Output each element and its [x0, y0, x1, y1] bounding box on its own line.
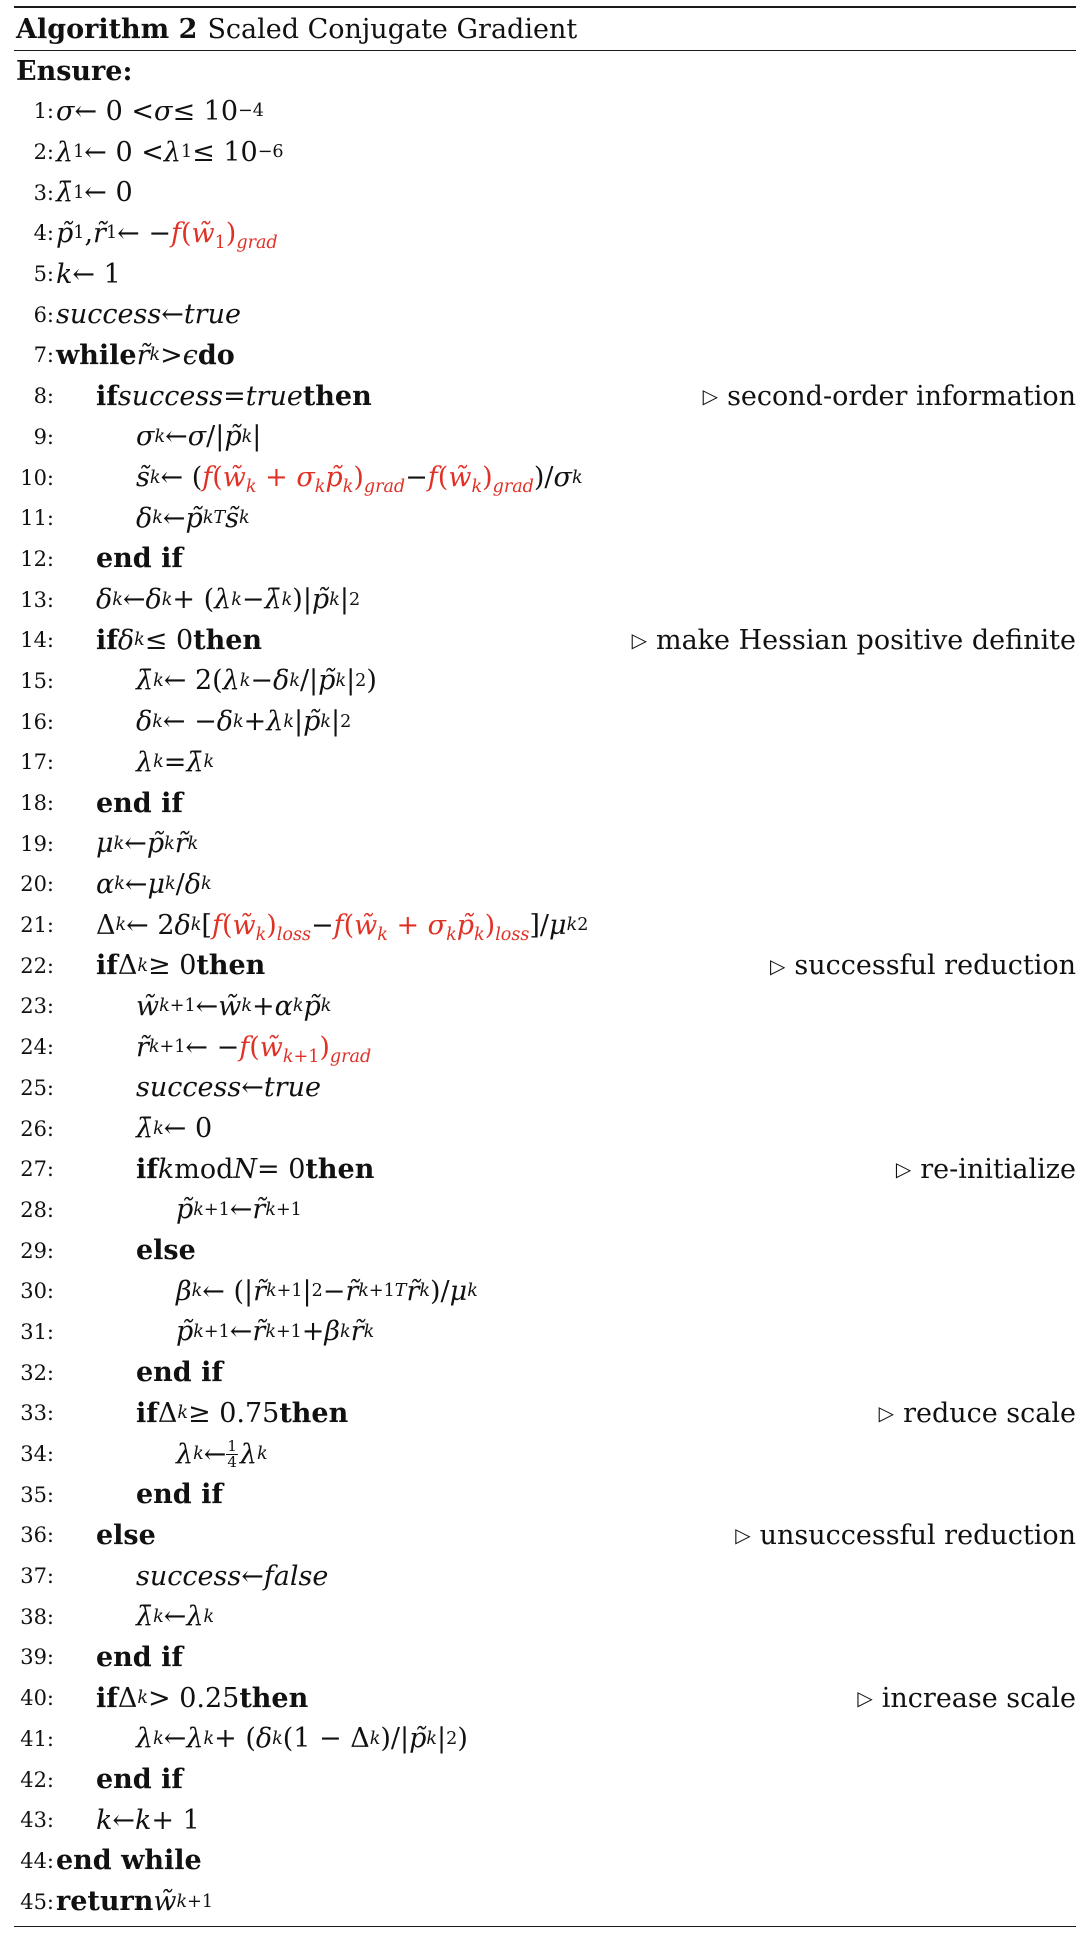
line-number: 29: — [20, 1238, 54, 1263]
algorithm-line — [14, 539, 1076, 580]
line-statement: β k ← (| r̃ k+1 | 2 − r̃ k+1 T r̃ k )/ μ k — [176, 1275, 478, 1307]
line-number: 26: — [20, 1116, 54, 1141]
algorithm-line — [14, 1637, 1076, 1678]
line-number: 4: — [33, 221, 54, 246]
line-number: 5: — [33, 262, 54, 287]
line-number: 35: — [20, 1482, 54, 1507]
line-number: 21: — [20, 913, 54, 938]
algorithm-caption — [14, 8, 1076, 50]
line-number: 28: — [20, 1197, 54, 1222]
line-number: 20: — [20, 872, 54, 897]
line-comment — [632, 625, 1076, 656]
line-statement: λ 1 ← 0 < λ 1 ≤ 10 −6 — [56, 136, 284, 168]
algorithm-line — [14, 1596, 1076, 1637]
line-statement: λ̄ 1 ← 0 — [56, 177, 133, 209]
line-number: 19: — [20, 831, 54, 856]
line-number: 10: — [20, 465, 54, 490]
line-statement: while r̃ k > ϵ do — [56, 339, 235, 371]
line-statement: α k ← μ k / δ k — [96, 868, 212, 900]
line-comment — [857, 1683, 1076, 1714]
line-number: 36: — [20, 1523, 54, 1548]
line-number: 27: — [20, 1157, 54, 1182]
line-statement: success ← true — [56, 299, 241, 331]
line-number: 8: — [33, 384, 54, 409]
line-number: 22: — [20, 953, 54, 978]
algorithm-line — [14, 1800, 1076, 1841]
line-number: 24: — [20, 1035, 54, 1060]
line-comment — [896, 1154, 1076, 1185]
line-statement: if success = true then — [96, 380, 372, 412]
algorithm-line — [14, 254, 1076, 295]
algorithm-line — [14, 1352, 1076, 1393]
line-statement: success ← false — [136, 1560, 329, 1592]
algorithm-line — [14, 1393, 1076, 1434]
algorithm-label: Algorithm 2 — [16, 13, 198, 45]
line-comment — [770, 950, 1076, 981]
algorithm-line — [14, 1881, 1076, 1922]
line-statement: end if — [96, 1764, 183, 1796]
algorithm-line — [14, 1068, 1076, 1109]
line-number: 44: — [20, 1848, 54, 1873]
line-statement: λ̄ k ← 0 — [136, 1113, 213, 1145]
comment-text: second-order information — [727, 380, 1076, 412]
algorithm-line — [14, 1230, 1076, 1271]
algorithm-line — [14, 294, 1076, 335]
line-statement: if δ k ≤ 0 then — [96, 624, 263, 656]
algorithm-line — [14, 823, 1076, 864]
line-number: 16: — [20, 709, 54, 734]
line-statement: δ k ← p̃ k T s̃ k — [136, 502, 250, 534]
algorithm-line — [14, 1719, 1076, 1760]
algorithm-line — [14, 376, 1076, 417]
line-number: 40: — [20, 1686, 54, 1711]
algorithm-line — [14, 783, 1076, 824]
line-statement: λ̄ k ← 2( λ k − δ k /| p̃ k | 2 ) — [136, 665, 377, 697]
ensure-label: Ensure: — [16, 55, 133, 87]
line-number: 45: — [20, 1889, 54, 1914]
line-number: 12: — [20, 546, 54, 571]
line-statement: if Δ k ≥ 0 then — [96, 950, 266, 982]
algorithm-line — [14, 1759, 1076, 1800]
triangle-right-icon: ▷ — [878, 1401, 895, 1426]
line-number: 17: — [20, 750, 54, 775]
line-number: 33: — [20, 1401, 54, 1426]
line-statement: if Δ k > 0.25 then — [96, 1682, 309, 1714]
algorithm-line — [14, 579, 1076, 620]
line-statement: p̃ k+1 ← r̃ k+1 — [176, 1194, 302, 1226]
algorithm-box — [14, 6, 1076, 1927]
triangle-right-icon: ▷ — [735, 1523, 751, 1548]
algorithm-line — [14, 1434, 1076, 1475]
algorithm-line — [14, 1027, 1076, 1068]
line-number: 9: — [33, 424, 54, 449]
algorithm-line — [14, 213, 1076, 254]
comment-text: unsuccessful reduction — [759, 1519, 1076, 1551]
line-comment — [735, 1520, 1076, 1551]
line-statement: end if — [136, 1479, 223, 1511]
line-statement: end if — [136, 1357, 223, 1389]
algorithm-line — [14, 1271, 1076, 1312]
algorithm-line — [14, 742, 1076, 783]
line-statement: λ k ← $\frac{1}{4}$ λ k — [176, 1436, 268, 1471]
line-number: 1: — [33, 99, 54, 124]
triangle-right-icon: ▷ — [857, 1686, 873, 1711]
line-comment — [703, 381, 1076, 412]
line-number: 3: — [33, 180, 54, 205]
algorithm-line — [14, 172, 1076, 213]
algorithm-line — [14, 1312, 1076, 1353]
line-statement: r̃ k+1 ← − $f(w̃_{k+1})_{grad}$ — [136, 1031, 372, 1067]
line-statement: Δ k ← 2 δ k [ $f(w̃_k)_{loss}$ − $f(w̃_k$ + $\sigma_kp̃_k)_{loss}$ ]/ μ k 2 — [96, 909, 589, 945]
line-statement: p̃ k+1 ← r̃ k+1 + β k r̃ k — [176, 1316, 375, 1348]
comment-text: make Hessian positive definite — [655, 624, 1076, 656]
line-number: 34: — [20, 1442, 54, 1467]
line-number: 31: — [20, 1319, 54, 1344]
line-number: 15: — [20, 668, 54, 693]
line-statement: if Δ k ≥ 0.75 then — [136, 1397, 349, 1429]
comment-text: increase scale — [881, 1682, 1076, 1714]
line-statement: end while — [56, 1845, 202, 1877]
line-statement: σ k ← σ /| p̃ k | — [136, 421, 262, 453]
line-number: 18: — [20, 791, 54, 816]
line-number: 30: — [20, 1279, 54, 1304]
line-statement: λ k ← λ k + ( δ k (1 − Δ k )/| p̃ k | 2 ) — [136, 1723, 468, 1755]
line-statement: success ← true — [136, 1072, 321, 1104]
algorithm-line — [14, 1108, 1076, 1149]
algorithm-line — [14, 1556, 1076, 1597]
algorithm-line — [14, 335, 1076, 376]
algorithm-line — [14, 1841, 1076, 1882]
algorithm-title: Scaled Conjugate Gradient — [207, 13, 578, 45]
line-number: 6: — [33, 302, 54, 327]
algorithm-line — [14, 661, 1076, 702]
line-number: 13: — [20, 587, 54, 612]
line-statement: s̃ k ← ( $f(w̃_k$ + $\sigma_kp̃_k)_{grad}$ − $f(w̃_k)_{grad}$ )/ σ k — [136, 462, 583, 498]
algorithm-line — [14, 457, 1076, 498]
line-statement: μ k ← p̃ k r̃ k — [96, 828, 199, 860]
line-number: 42: — [20, 1767, 54, 1792]
line-statement: p̃ 1 , r̃ 1 ← − $f(w̃_1)_{grad}$ — [56, 217, 278, 254]
line-statement: k ← 1 — [56, 258, 121, 290]
line-statement: λ k = λ̄ k — [136, 746, 215, 778]
line-statement: if k mod N = 0 then — [136, 1153, 375, 1185]
algorithm-line — [14, 132, 1076, 173]
line-statement: σ ← 0 < σ ≤ 10 −4 — [56, 95, 264, 127]
line-statement: end if — [96, 787, 183, 819]
line-number: 37: — [20, 1564, 54, 1589]
triangle-right-icon: ▷ — [631, 628, 647, 653]
comment-text: re-initialize — [920, 1153, 1076, 1185]
line-number: 32: — [20, 1360, 54, 1385]
line-statement: δ k ← − δ k + λ k | p̃ k | 2 — [136, 706, 352, 738]
line-number: 25: — [20, 1075, 54, 1100]
triangle-right-icon: ▷ — [895, 1157, 912, 1182]
line-statement: λ̄ k ← λ k — [136, 1601, 215, 1633]
algorithm-line — [14, 701, 1076, 742]
algorithm-line — [14, 1515, 1076, 1556]
comment-text: successful reduction — [794, 950, 1076, 982]
line-number: 7: — [33, 343, 54, 368]
line-statement: else — [96, 1519, 156, 1551]
algorithm-line — [14, 498, 1076, 539]
line-number: 41: — [20, 1726, 54, 1751]
algorithm-line — [14, 91, 1076, 132]
algorithm-line — [14, 1678, 1076, 1719]
line-number: 39: — [20, 1645, 54, 1670]
algorithm-line — [14, 417, 1076, 458]
line-statement: end if — [96, 1641, 183, 1673]
line-number: 11: — [20, 506, 54, 531]
line-statement: end if — [96, 543, 183, 575]
line-statement: return w̃ k+1 — [56, 1886, 213, 1918]
algorithm-line — [14, 1474, 1076, 1515]
algorithm-line — [14, 620, 1076, 661]
comment-text: reduce scale — [903, 1397, 1076, 1429]
line-statement: δ k ← δ k + ( λ k − λ̄ k )| p̃ k | 2 — [96, 584, 361, 616]
line-statement: else — [136, 1235, 196, 1267]
line-number: 14: — [20, 628, 54, 653]
line-number: 43: — [20, 1808, 54, 1833]
algorithm-line — [14, 986, 1076, 1027]
algorithm-line — [14, 864, 1076, 905]
line-number: 2: — [33, 140, 54, 165]
algorithm-line — [14, 905, 1076, 946]
triangle-right-icon: ▷ — [770, 953, 786, 978]
line-statement: k ← k + 1 — [96, 1804, 200, 1836]
algorithm-line — [14, 1149, 1076, 1190]
algorithm-line — [14, 1190, 1076, 1231]
line-comment — [879, 1398, 1076, 1429]
line-number: 38: — [20, 1604, 54, 1629]
triangle-right-icon: ▷ — [702, 384, 719, 409]
bottom-rule — [14, 1926, 1076, 1927]
line-number: 23: — [20, 994, 54, 1019]
algorithm-line — [14, 945, 1076, 986]
algorithm-lines — [14, 91, 1076, 1922]
line-statement: w̃ k+1 ← w̃ k + α k p̃ k — [136, 990, 332, 1022]
